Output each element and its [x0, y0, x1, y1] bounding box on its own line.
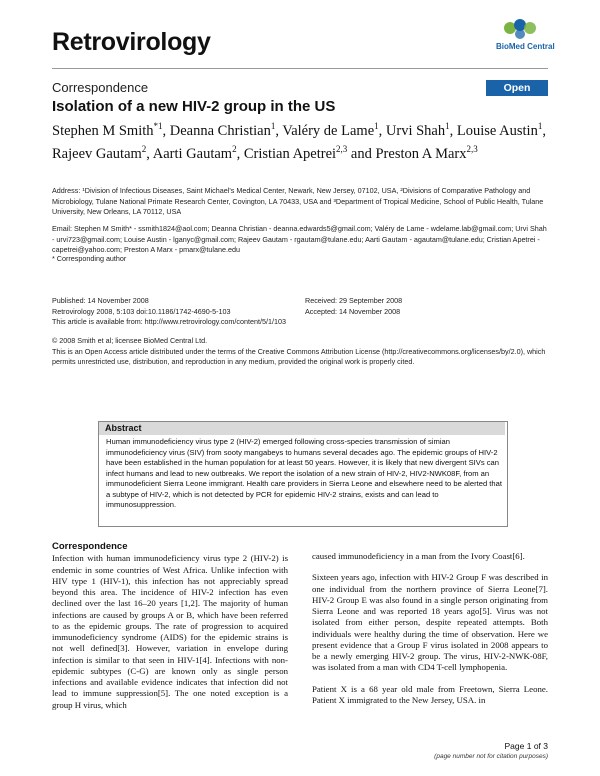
received-date: Received: 29 September 2008 [305, 296, 403, 305]
copyright: © 2008 Smith et al; licensee BioMed Central Ltd. [52, 336, 208, 345]
author-list: Stephen M Smith$^{*1}$, Deanna Christian$^1$, Valéry de Lame$^1$, Urvi Shah$^1$, Louise Austin$^1$, Rajeev Gautam$^2$, Aarti Gautam$^2$, Cristian Apetrei$^{2,3}$ and Preston A Marx$^{2,3}$ [52, 121, 546, 162]
abstract-heading: Abstract [99, 422, 505, 435]
bmc-logo-icon [496, 16, 548, 42]
article-title: Isolation of a new HIV-2 group in the US [52, 98, 336, 115]
author: Deanna Christian [169, 122, 271, 139]
biomed-central-logo [496, 16, 555, 54]
accepted-date: Accepted: 14 November 2008 [305, 306, 401, 316]
article-url[interactable]: This article is available from: http://www.retrovirology.com/content/5/1/103 [52, 317, 286, 326]
page-number-note: (page number not for citation purposes) [434, 753, 548, 760]
body-paragraph: caused immunodeficiency in a man from the Ivory Coast[6]. [312, 551, 525, 561]
affiliations: Address: ¹Division of Infectious Diseases, Saint Michael's Medical Center, Newark, New Jersey, 07102, USA, ²Divisions of Comparative Pathology and Microbiology, Tulane National Primate Research Center, Covington, LA 70433, USA and ³Department of Tropical Medicine, School of Public Health, Tulane University, New Orleans, LA 70112, USA [52, 186, 544, 216]
open-access-badge: Open Access [486, 80, 548, 96]
body-paragraph: Patient X is a 68 year old male from Freetown, Sierra Leone. Patient X immigrated to the New Jersey, USA. in [312, 683, 548, 705]
body-paragraph: Sixteen years ago, infection with HIV-2 Group F was described in one individual from the northern province of Sierra Leone[7]. HIV-2 Group E was also found in a single person originating from Sierra Leone and was reported 18 years ago[5]. Virus was not isolated from either person, despite repeated attempts. Both individuals were healthy during the time of observation. Here we present evidence that a Group F virus isolated in 2008 appears to be a newly emerging HIV-2 group. The virus, HIV-2-NWK-08F, was isolated from a man with CD4 T-cell lymphopenia. [312, 572, 548, 673]
author: Rajeev Gautam [52, 145, 142, 162]
corresponding-author-note: * Corresponding author [52, 254, 127, 263]
page-number: Page 1 of 3 [504, 741, 548, 751]
publication-info [52, 296, 302, 328]
author: Cristian Apetrei [243, 145, 337, 162]
section-heading: Correspondence [52, 541, 128, 552]
body-left-column [52, 541, 288, 721]
journal-title: Retrovirology [52, 28, 211, 56]
logo-text: BioMed Central [496, 42, 555, 51]
author: Valéry de Lame [282, 122, 375, 139]
abstract-text: Human immunodeficiency virus type 2 (HIV-2) emerged following cross-species transmission of simian immunodeficiency virus (SIV) from sooty mangabeys to humans several decades ago. The epidemic groups of HIV-2 have been established in the human population for at least 50 years. However, it is likely that new divergent SIVs can infect humans and lead to new outbreaks. We report the isolation of a new strain of HIV-2, HIV2-NWK08F, from an immunodeficient Sierra Leone immigrant. Health care providers in Sierra Leone and elsewhere need to be alerted that a subtype of HIV-2, which is not detected by PCR for epidemic HIV-2 strains, exists and can lead to immunosuppression. [106, 437, 502, 509]
author: Preston A Marx [375, 145, 467, 162]
author: Stephen M Smith [52, 122, 154, 139]
author: Aarti Gautam [152, 145, 233, 162]
article-type: Correspondence [52, 80, 149, 95]
author: Louise Austin [456, 122, 538, 139]
body-right-column [312, 551, 548, 716]
published-date: Published: 14 November 2008 [52, 296, 149, 305]
body-paragraph: Infection with human immunodeficiency virus type 2 (HIV-2) is endemic in some countries of West Africa. Unlike infection with HIV type 1 (HIV-1), this infection has not appreciably spread beyond this area. The incidence of HIV-2 infection has even declined over the last 16–20 years [1,2]. The majority of human infections are caused by groups A or B, which have been referred to as the epidemic groups. The rate of progression to acquired immunodeficiency syndrome (AIDS) for the epidemic strains is not well defined[3]. However, variation in envelope during infection is similar to that seen in HIV-1[4]. Infections with non-epidemic subtypes (C-G) are known only as single person infections and available evidence indicates that infection did not lead to immune suppression[5]. The one noted exception is a group H virus, which [52, 553, 288, 710]
author-emails: Email: Stephen M Smith* - ssmith1824@aol.com; Deanna Christian - deanna.edwards5@gmail.com; Valéry de Lame - wdelame.lab@gmail.com; Urvi Shah - urvi723@gmail.com; Louise Austin - lganyc@gmail.com; Rajeev Gautam - rgautam@tulane.edu; Aarti Gautam - agautam@tulane.edu; Cristian Apetrei - capetrei@yahoo.com; Preston A Marx - pmarx@tulane.edu [52, 224, 547, 254]
author: Urvi Shah [385, 122, 446, 139]
license-text: This is an Open Access article distributed under the terms of the Creative Commons Attribution License (http://creativecommons.org/licenses/by/2.0), which permits unrestricted use, distribution, and reproduction in any medium, provided the original work is properly cited. [52, 346, 546, 366]
copyright-block [52, 336, 548, 368]
citation: Retrovirology 2008, 5:103 doi:10.1186/1742-4690-5-103 [52, 306, 231, 316]
header-divider [52, 68, 548, 69]
received-info [305, 296, 545, 317]
